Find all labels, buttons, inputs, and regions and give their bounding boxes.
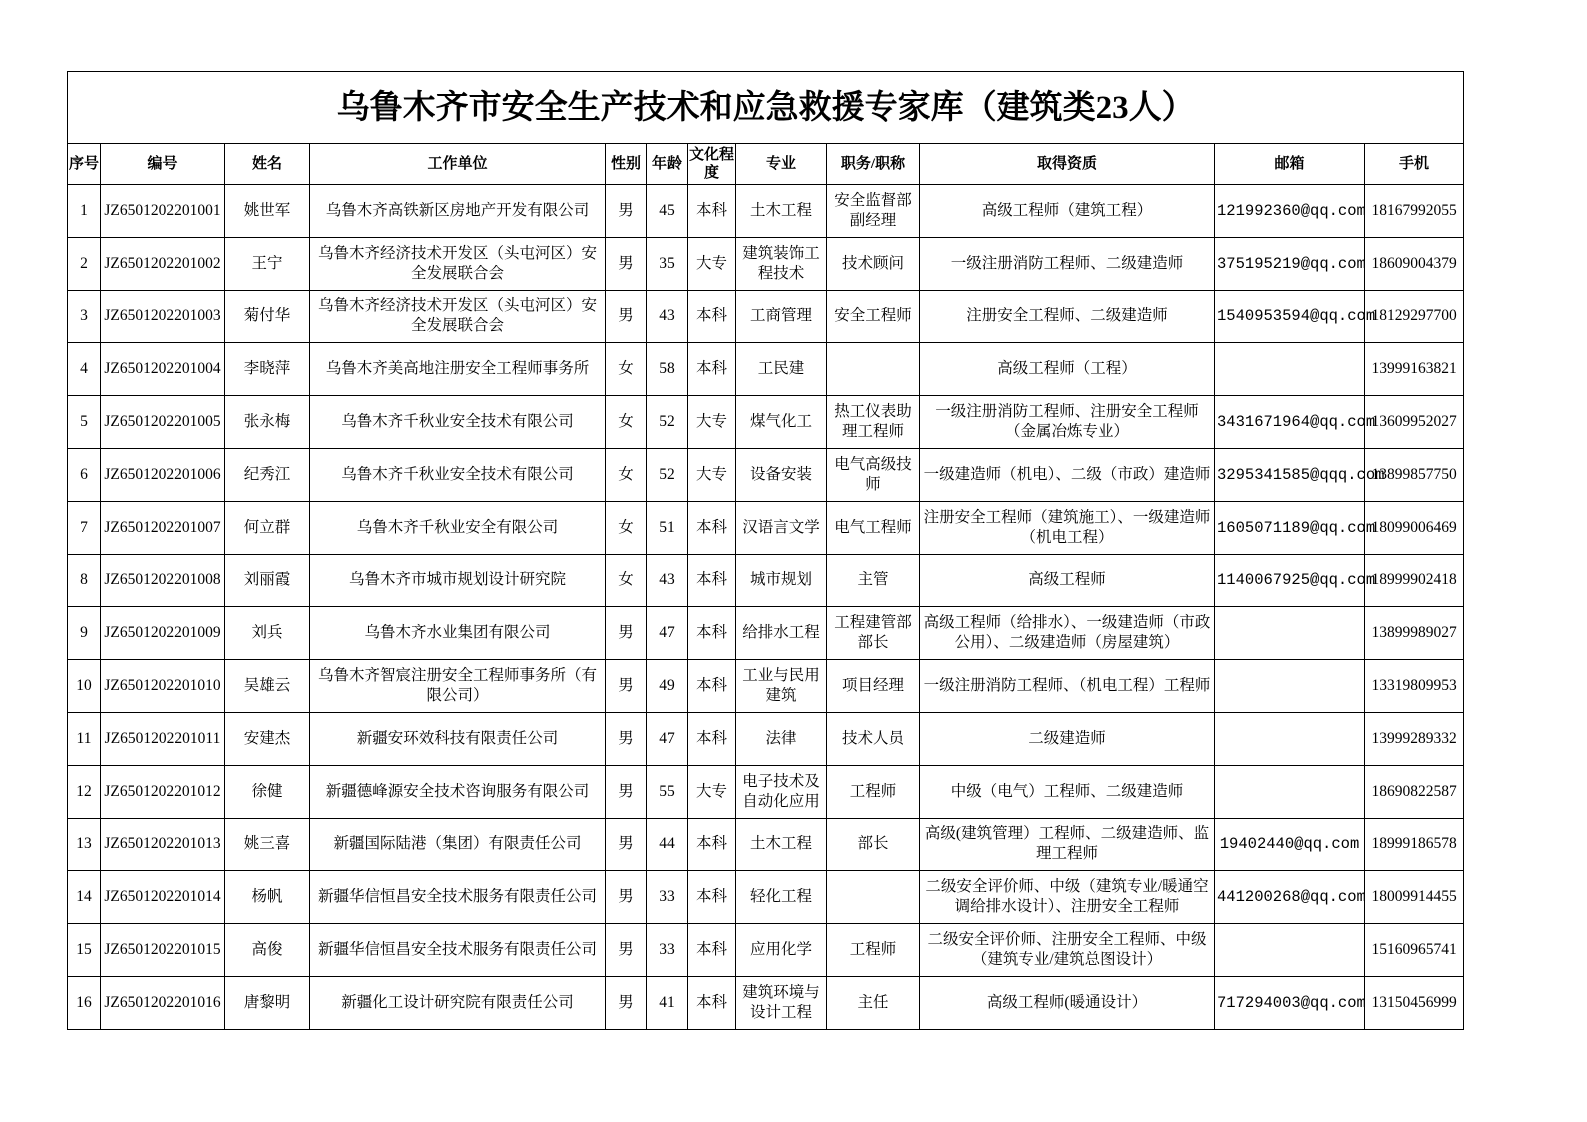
column-header-major: 专业 bbox=[736, 144, 827, 185]
gender-cell: 男 bbox=[606, 237, 647, 290]
employer-cell: 乌鲁木齐市城市规划设计研究院 bbox=[310, 554, 606, 607]
table-row bbox=[68, 554, 1464, 607]
age-cell: 44 bbox=[647, 818, 688, 871]
gender-cell: 男 bbox=[606, 765, 647, 818]
table-row bbox=[68, 237, 1464, 290]
gender-cell: 女 bbox=[606, 448, 647, 501]
age-cell: 33 bbox=[647, 924, 688, 977]
table-row bbox=[68, 501, 1464, 554]
table-row bbox=[68, 765, 1464, 818]
expert-code-cell: JZ6501202201012 bbox=[101, 765, 225, 818]
expert-name-cell: 徐健 bbox=[225, 765, 310, 818]
expert-code-cell: JZ6501202201003 bbox=[101, 290, 225, 343]
phone-cell: 18167992055 bbox=[1365, 185, 1464, 238]
age-cell: 43 bbox=[647, 554, 688, 607]
row-number-cell: 5 bbox=[68, 396, 101, 449]
age-cell: 43 bbox=[647, 290, 688, 343]
position-cell: 安全工程师 bbox=[827, 290, 920, 343]
email-cell: 375195219@qq.com bbox=[1215, 237, 1365, 290]
column-header-gender: 性别 bbox=[606, 144, 647, 185]
expert-name-cell: 王宁 bbox=[225, 237, 310, 290]
expert-code-cell: JZ6501202201002 bbox=[101, 237, 225, 290]
employer-cell: 新疆国际陆港（集团）有限责任公司 bbox=[310, 818, 606, 871]
education-cell: 本科 bbox=[688, 976, 736, 1029]
qualification-cell: 中级（电气）工程师、二级建造师 bbox=[920, 765, 1215, 818]
phone-cell: 18009914455 bbox=[1365, 871, 1464, 924]
position-cell: 电气工程师 bbox=[827, 501, 920, 554]
position-cell: 电气高级技师 bbox=[827, 448, 920, 501]
expert-code-cell: JZ6501202201016 bbox=[101, 976, 225, 1029]
employer-cell: 新疆化工设计研究院有限责任公司 bbox=[310, 976, 606, 1029]
email-cell bbox=[1215, 343, 1365, 396]
age-cell: 51 bbox=[647, 501, 688, 554]
education-cell: 大专 bbox=[688, 765, 736, 818]
qualification-cell: 注册安全工程师（建筑施工）、一级建造师（机电工程） bbox=[920, 501, 1215, 554]
table-row bbox=[68, 448, 1464, 501]
education-cell: 本科 bbox=[688, 343, 736, 396]
email-cell: 1540953594@qq.com bbox=[1215, 290, 1365, 343]
expert-name-cell: 张永梅 bbox=[225, 396, 310, 449]
gender-cell: 男 bbox=[606, 290, 647, 343]
qualification-cell: 高级(建筑管理）工程师、二级建造师、监理工程师 bbox=[920, 818, 1215, 871]
gender-cell: 男 bbox=[606, 924, 647, 977]
employer-cell: 新疆华信恒昌安全技术服务有限责任公司 bbox=[310, 924, 606, 977]
row-number-cell: 11 bbox=[68, 712, 101, 765]
employer-cell: 乌鲁木齐水业集团有限公司 bbox=[310, 607, 606, 660]
expert-code-cell: JZ6501202201011 bbox=[101, 712, 225, 765]
age-cell: 55 bbox=[647, 765, 688, 818]
major-cell: 城市规划 bbox=[736, 554, 827, 607]
expert-code-cell: JZ6501202201008 bbox=[101, 554, 225, 607]
education-cell: 本科 bbox=[688, 607, 736, 660]
major-cell: 汉语言文学 bbox=[736, 501, 827, 554]
position-cell: 工程建管部部长 bbox=[827, 607, 920, 660]
qualification-cell: 一级建造师（机电）、二级（市政）建造师 bbox=[920, 448, 1215, 501]
gender-cell: 女 bbox=[606, 396, 647, 449]
major-cell: 轻化工程 bbox=[736, 871, 827, 924]
expert-code-cell: JZ6501202201009 bbox=[101, 607, 225, 660]
qualification-cell: 高级工程师（工程） bbox=[920, 343, 1215, 396]
column-header-name: 姓名 bbox=[225, 144, 310, 185]
position-cell: 安全监督部副经理 bbox=[827, 185, 920, 238]
education-cell: 本科 bbox=[688, 501, 736, 554]
expert-name-cell: 何立群 bbox=[225, 501, 310, 554]
gender-cell: 男 bbox=[606, 660, 647, 713]
employer-cell: 乌鲁木齐千秋业安全技术有限公司 bbox=[310, 396, 606, 449]
column-header-phone: 手机 bbox=[1365, 144, 1464, 185]
qualification-cell: 一级注册消防工程师、（机电工程）工程师 bbox=[920, 660, 1215, 713]
table-row bbox=[68, 607, 1464, 660]
email-cell: 1605071189@qq.com bbox=[1215, 501, 1365, 554]
gender-cell: 男 bbox=[606, 871, 647, 924]
expert-name-cell: 安建杰 bbox=[225, 712, 310, 765]
table-row bbox=[68, 660, 1464, 713]
major-cell: 工民建 bbox=[736, 343, 827, 396]
expert-name-cell: 刘兵 bbox=[225, 607, 310, 660]
age-cell: 52 bbox=[647, 448, 688, 501]
gender-cell: 女 bbox=[606, 343, 647, 396]
phone-cell: 18690822587 bbox=[1365, 765, 1464, 818]
expert-code-cell: JZ6501202201007 bbox=[101, 501, 225, 554]
employer-cell: 新疆安环效科技有限责任公司 bbox=[310, 712, 606, 765]
education-cell: 本科 bbox=[688, 660, 736, 713]
employer-cell: 乌鲁木齐经济技术开发区（头屯河区）安全发展联合会 bbox=[310, 237, 606, 290]
position-cell: 项目经理 bbox=[827, 660, 920, 713]
qualification-cell: 一级注册消防工程师、二级建造师 bbox=[920, 237, 1215, 290]
gender-cell: 男 bbox=[606, 818, 647, 871]
employer-cell: 乌鲁木齐千秋业安全有限公司 bbox=[310, 501, 606, 554]
major-cell: 工业与民用建筑 bbox=[736, 660, 827, 713]
employer-cell: 乌鲁木齐千秋业安全技术有限公司 bbox=[310, 448, 606, 501]
table-row bbox=[68, 343, 1464, 396]
column-header-qualification: 取得资质 bbox=[920, 144, 1215, 185]
age-cell: 41 bbox=[647, 976, 688, 1029]
expert-code-cell: JZ6501202201013 bbox=[101, 818, 225, 871]
row-number-cell: 15 bbox=[68, 924, 101, 977]
position-cell: 主管 bbox=[827, 554, 920, 607]
phone-cell: 13319809953 bbox=[1365, 660, 1464, 713]
expert-name-cell: 杨帆 bbox=[225, 871, 310, 924]
education-cell: 本科 bbox=[688, 712, 736, 765]
major-cell: 法律 bbox=[736, 712, 827, 765]
age-cell: 49 bbox=[647, 660, 688, 713]
employer-cell: 乌鲁木齐经济技术开发区（头屯河区）安全发展联合会 bbox=[310, 290, 606, 343]
phone-cell: 15160965741 bbox=[1365, 924, 1464, 977]
column-header-age: 年龄 bbox=[647, 144, 688, 185]
age-cell: 58 bbox=[647, 343, 688, 396]
major-cell: 土木工程 bbox=[736, 185, 827, 238]
expert-name-cell: 姚三喜 bbox=[225, 818, 310, 871]
gender-cell: 男 bbox=[606, 607, 647, 660]
employer-cell: 乌鲁木齐高铁新区房地产开发有限公司 bbox=[310, 185, 606, 238]
email-cell: 19402440@qq.com bbox=[1215, 818, 1365, 871]
position-cell bbox=[827, 343, 920, 396]
row-number-cell: 16 bbox=[68, 976, 101, 1029]
email-cell: 441200268@qq.com bbox=[1215, 871, 1365, 924]
phone-cell: 13150456999 bbox=[1365, 976, 1464, 1029]
qualification-cell: 注册安全工程师、二级建造师 bbox=[920, 290, 1215, 343]
major-cell: 土木工程 bbox=[736, 818, 827, 871]
age-cell: 52 bbox=[647, 396, 688, 449]
row-number-cell: 1 bbox=[68, 185, 101, 238]
education-cell: 本科 bbox=[688, 290, 736, 343]
column-header-code: 编号 bbox=[101, 144, 225, 185]
table-row bbox=[68, 871, 1464, 924]
table-row bbox=[68, 185, 1464, 238]
phone-cell: 13999289332 bbox=[1365, 712, 1464, 765]
education-cell: 本科 bbox=[688, 924, 736, 977]
education-cell: 本科 bbox=[688, 554, 736, 607]
row-number-cell: 9 bbox=[68, 607, 101, 660]
row-number-cell: 7 bbox=[68, 501, 101, 554]
gender-cell: 女 bbox=[606, 554, 647, 607]
table-row bbox=[68, 712, 1464, 765]
row-number-cell: 4 bbox=[68, 343, 101, 396]
age-cell: 35 bbox=[647, 237, 688, 290]
email-cell: 3431671964@qq.com bbox=[1215, 396, 1365, 449]
major-cell: 电子技术及自动化应用 bbox=[736, 765, 827, 818]
major-cell: 建筑装饰工程技术 bbox=[736, 237, 827, 290]
header-row bbox=[68, 144, 1464, 185]
qualification-cell: 二级安全评价师、注册安全工程师、中级（建筑专业/建筑总图设计） bbox=[920, 924, 1215, 977]
age-cell: 47 bbox=[647, 607, 688, 660]
row-number-cell: 10 bbox=[68, 660, 101, 713]
position-cell: 工程师 bbox=[827, 765, 920, 818]
column-header-email: 邮箱 bbox=[1215, 144, 1365, 185]
expert-name-cell: 姚世军 bbox=[225, 185, 310, 238]
expert-code-cell: JZ6501202201015 bbox=[101, 924, 225, 977]
expert-code-cell: JZ6501202201014 bbox=[101, 871, 225, 924]
education-cell: 大专 bbox=[688, 396, 736, 449]
major-cell: 给排水工程 bbox=[736, 607, 827, 660]
table-row bbox=[68, 818, 1464, 871]
position-cell: 技术顾问 bbox=[827, 237, 920, 290]
row-number-cell: 12 bbox=[68, 765, 101, 818]
age-cell: 47 bbox=[647, 712, 688, 765]
qualification-cell: 高级工程师 bbox=[920, 554, 1215, 607]
title-row bbox=[68, 72, 1464, 144]
row-number-cell: 2 bbox=[68, 237, 101, 290]
expert-code-cell: JZ6501202201005 bbox=[101, 396, 225, 449]
column-header-index: 序号 bbox=[68, 144, 101, 185]
email-cell: 1140067925@qq.com bbox=[1215, 554, 1365, 607]
row-number-cell: 14 bbox=[68, 871, 101, 924]
expert-code-cell: JZ6501202201004 bbox=[101, 343, 225, 396]
major-cell: 设备安装 bbox=[736, 448, 827, 501]
email-cell bbox=[1215, 924, 1365, 977]
major-cell: 建筑环境与设计工程 bbox=[736, 976, 827, 1029]
email-cell bbox=[1215, 660, 1365, 713]
expert-name-cell: 吴雄云 bbox=[225, 660, 310, 713]
row-number-cell: 13 bbox=[68, 818, 101, 871]
major-cell: 煤气化工 bbox=[736, 396, 827, 449]
education-cell: 本科 bbox=[688, 871, 736, 924]
email-cell: 717294003@qq.com bbox=[1215, 976, 1365, 1029]
column-header-position: 职务/职称 bbox=[827, 144, 920, 185]
gender-cell: 女 bbox=[606, 501, 647, 554]
email-cell bbox=[1215, 712, 1365, 765]
qualification-cell: 一级注册消防工程师、注册安全工程师（金属冶炼专业） bbox=[920, 396, 1215, 449]
employer-cell: 乌鲁木齐美高地注册安全工程师事务所 bbox=[310, 343, 606, 396]
phone-cell: 18129297700 bbox=[1365, 290, 1464, 343]
table-row bbox=[68, 924, 1464, 977]
major-cell: 工商管理 bbox=[736, 290, 827, 343]
age-cell: 33 bbox=[647, 871, 688, 924]
employer-cell: 新疆华信恒昌安全技术服务有限责任公司 bbox=[310, 871, 606, 924]
email-cell: 3295341585@qqq.com bbox=[1215, 448, 1365, 501]
major-cell: 应用化学 bbox=[736, 924, 827, 977]
email-cell bbox=[1215, 765, 1365, 818]
position-cell bbox=[827, 871, 920, 924]
row-number-cell: 8 bbox=[68, 554, 101, 607]
education-cell: 本科 bbox=[688, 185, 736, 238]
phone-cell: 13999163821 bbox=[1365, 343, 1464, 396]
qualification-cell: 高级工程师（建筑工程） bbox=[920, 185, 1215, 238]
row-number-cell: 3 bbox=[68, 290, 101, 343]
expert-table bbox=[67, 71, 1464, 1030]
table-row bbox=[68, 976, 1464, 1029]
row-number-cell: 6 bbox=[68, 448, 101, 501]
position-cell: 技术人员 bbox=[827, 712, 920, 765]
position-cell: 热工仪表助理工程师 bbox=[827, 396, 920, 449]
employer-cell: 新疆德峰源安全技术咨询服务有限公司 bbox=[310, 765, 606, 818]
table-row bbox=[68, 290, 1464, 343]
expert-name-cell: 高俊 bbox=[225, 924, 310, 977]
qualification-cell: 二级安全评价师、中级（建筑专业/暖通空调给排水设计）、注册安全工程师 bbox=[920, 871, 1215, 924]
age-cell: 45 bbox=[647, 185, 688, 238]
expert-code-cell: JZ6501202201001 bbox=[101, 185, 225, 238]
page-title: 乌鲁木齐市安全生产技术和应急救援专家库（建筑类23人） bbox=[68, 72, 1464, 144]
phone-cell: 18609004379 bbox=[1365, 237, 1464, 290]
expert-code-cell: JZ6501202201010 bbox=[101, 660, 225, 713]
gender-cell: 男 bbox=[606, 976, 647, 1029]
education-cell: 大专 bbox=[688, 237, 736, 290]
education-cell: 大专 bbox=[688, 448, 736, 501]
expert-code-cell: JZ6501202201006 bbox=[101, 448, 225, 501]
expert-name-cell: 唐黎明 bbox=[225, 976, 310, 1029]
position-cell: 主任 bbox=[827, 976, 920, 1029]
email-cell: 121992360@qq.com bbox=[1215, 185, 1365, 238]
expert-name-cell: 纪秀江 bbox=[225, 448, 310, 501]
gender-cell: 男 bbox=[606, 712, 647, 765]
column-header-employer: 工作单位 bbox=[310, 144, 606, 185]
expert-name-cell: 菊付华 bbox=[225, 290, 310, 343]
expert-name-cell: 刘丽霞 bbox=[225, 554, 310, 607]
qualification-cell: 高级工程师(暖通设计） bbox=[920, 976, 1215, 1029]
position-cell: 工程师 bbox=[827, 924, 920, 977]
employer-cell: 乌鲁木齐智宸注册安全工程师事务所（有限公司） bbox=[310, 660, 606, 713]
table-row bbox=[68, 396, 1464, 449]
qualification-cell: 高级工程师（给排水）、一级建造师（市政公用）、二级建造师（房屋建筑） bbox=[920, 607, 1215, 660]
gender-cell: 男 bbox=[606, 185, 647, 238]
position-cell: 部长 bbox=[827, 818, 920, 871]
phone-cell: 13899989027 bbox=[1365, 607, 1464, 660]
column-header-education: 文化程度 bbox=[688, 144, 736, 185]
qualification-cell: 二级建造师 bbox=[920, 712, 1215, 765]
expert-name-cell: 李晓萍 bbox=[225, 343, 310, 396]
education-cell: 本科 bbox=[688, 818, 736, 871]
phone-cell: 18999902418 bbox=[1365, 554, 1464, 607]
phone-cell: 18099006469 bbox=[1365, 501, 1464, 554]
phone-cell: 13899857750 bbox=[1365, 448, 1464, 501]
phone-cell: 18999186578 bbox=[1365, 818, 1464, 871]
email-cell bbox=[1215, 607, 1365, 660]
phone-cell: 13609952027 bbox=[1365, 396, 1464, 449]
